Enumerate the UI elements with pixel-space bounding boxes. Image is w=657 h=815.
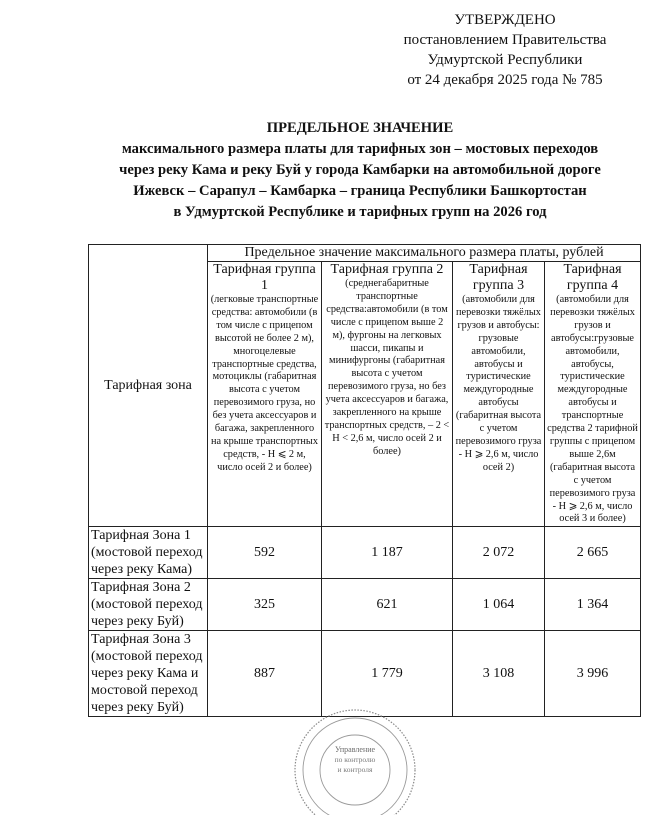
title-line-1: ПРЕДЕЛЬНОЕ ЗНАЧЕНИЕ bbox=[266, 120, 454, 136]
stamp-text-2: по контролю bbox=[334, 755, 376, 764]
tariff-table bbox=[88, 244, 641, 717]
stamp-text-3: и контроля bbox=[337, 765, 373, 774]
zone-1-group-2-value: 1 187 bbox=[322, 527, 453, 579]
zone-2-group-1-value: 325 bbox=[208, 579, 322, 631]
group-3-title: Тарифная группа 3 bbox=[469, 262, 528, 293]
zone-3-group-4-value: 3 996 bbox=[545, 631, 641, 717]
zone-2-group-2-value: 621 bbox=[322, 579, 453, 631]
group-3-description: (автомобили для перевозки тяжёлых грузов и автобусы: грузовые автомобили, автобусы и туристические междугородные автобусы (габаритная высота с учетом перевозимого груза - Н ⩾ 2,6 м, число осей 2) bbox=[455, 294, 542, 473]
group-3-header bbox=[453, 262, 545, 527]
group-2-title: Тарифная группа 2 bbox=[330, 262, 444, 277]
zone-3-name: Тарифная Зона 3 (мостовой переход через реку Кама и мостовой переход через реку Буй) bbox=[89, 631, 208, 717]
document-title bbox=[60, 118, 657, 223]
group-4-description: (автомобили для перевозки тяжёлых грузов и автобусы:грузовые автомобили, автобусы, туристические междугородные автобусы и транспортные средства 2 тарифной группы с прицепом выше 2,6м (габаритная высота с учетом перевозимого груза - Н ⩾ 2,6 м, число осей 3 и более) bbox=[547, 294, 638, 525]
table-row bbox=[89, 579, 641, 631]
group-4-title: Тарифная группа 4 bbox=[563, 262, 622, 293]
zone-1-name: Тарифная Зона 1 (мостовой переход через реку Кама) bbox=[89, 527, 208, 579]
zone-3-group-2-value: 1 779 bbox=[322, 631, 453, 717]
title-line-5: в Удмуртской Республике и тарифных групп на 2026 год bbox=[173, 204, 547, 220]
group-1-header bbox=[208, 262, 322, 527]
group-1-title: Тарифная группа 1 bbox=[213, 262, 316, 293]
round-seal-icon bbox=[290, 700, 420, 815]
zone-2-name: Тарифная Зона 2 (мостовой переход через реку Буй) bbox=[89, 579, 208, 631]
title-line-3: через реку Кама и реку Буй у города Камбарки на автомобильной дороге bbox=[119, 162, 601, 178]
title-line-4: Ижевск – Сарапул – Камбарка – граница Республики Башкортостан bbox=[133, 183, 587, 199]
approval-heading: УТВЕРЖДЕНО bbox=[454, 12, 556, 28]
zone-2-group-3-value: 1 064 bbox=[453, 579, 545, 631]
table-row bbox=[89, 527, 641, 579]
zone-1-group-1-value: 592 bbox=[208, 527, 322, 579]
approval-block bbox=[395, 10, 615, 90]
approval-decree: постановлением Правительства bbox=[403, 32, 607, 48]
stamp-text-1: Управление bbox=[334, 745, 376, 754]
group-2-description: (среднегабаритные транспортные средства:автомобили (в том числе с прицепом выше 2 м), фургоны на легковых шасси, пикапы и минифургоны (габаритная высота с учетом перевозимого груза, но без учета аксессуаров и багажа, закрепленного на крыше транспортных средств, – 2 < Н < 2,6 м, число осей 2 и более) bbox=[324, 278, 450, 457]
zone-1-group-4-value: 2 665 bbox=[545, 527, 641, 579]
max-payment-header: Предельное значение максимального размера платы, рублей bbox=[208, 245, 641, 262]
group-1-description: (легковые транспортные средства: автомобили (в том числе с прицепом высотой не более 2 м), многоцелевые транспортные средства, мотоциклы (габаритная высота с учетом перевозимого груза, но без учета аксессуаров и багажа, закрепленного на крыше транспортных средств, - Н ⩽ 2 м, число осей 2 и более) bbox=[210, 294, 319, 473]
approval-date: от 24 декабря 2025 года № 785 bbox=[407, 72, 603, 88]
zone-3-group-1-value: 887 bbox=[208, 631, 322, 717]
zone-2-group-4-value: 1 364 bbox=[545, 579, 641, 631]
approval-republic: Удмуртской Республики bbox=[427, 52, 583, 68]
group-4-header bbox=[545, 262, 641, 527]
title-line-2: максимального размера платы для тарифных зон – мостовых переходов bbox=[121, 141, 599, 157]
zone-column-header: Тарифная зона bbox=[89, 245, 208, 527]
group-2-header bbox=[322, 262, 453, 527]
zone-3-group-3-value: 3 108 bbox=[453, 631, 545, 717]
zone-1-group-3-value: 2 072 bbox=[453, 527, 545, 579]
table-header-row bbox=[89, 245, 641, 262]
